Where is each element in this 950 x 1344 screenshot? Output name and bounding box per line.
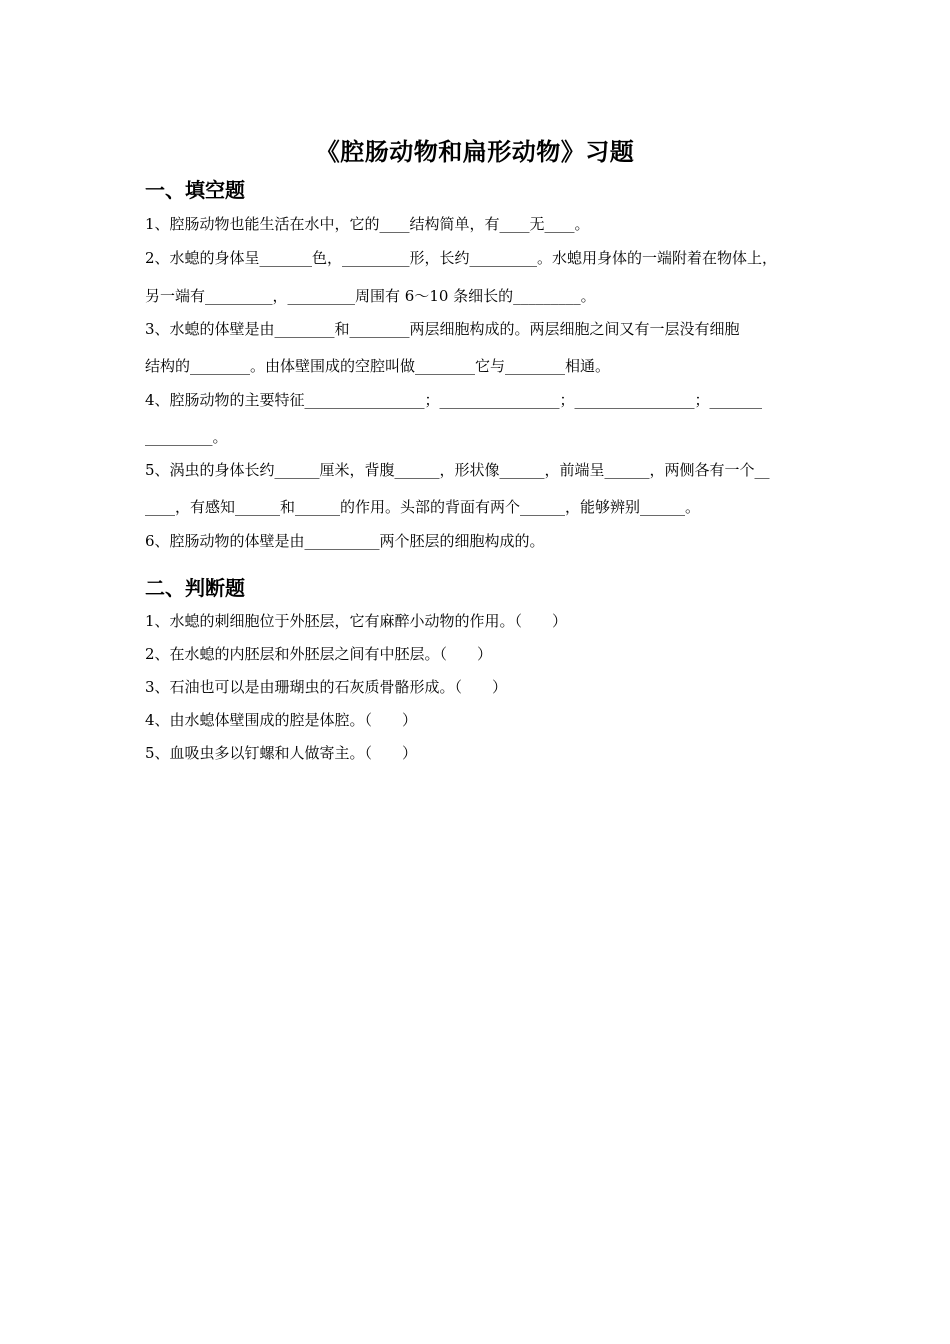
fill-question-2-line-2: 另一端有_________，_________周围有 6～10 条细长的_________。 — [145, 287, 596, 305]
judge-question-4: 4、由水螅体壁围成的腔是体腔。（ ） — [145, 711, 418, 729]
fill-question-2-line-1: 2、水螅的身体呈_______色，_________形，长约_________。水螅用身体的一端附着在物体上， — [145, 249, 778, 267]
judge-question-2: 2、在水螅的内胚层和外胚层之间有中胚层。（ ） — [145, 645, 493, 663]
judge-question-5: 5、血吸虫多以钉螺和人做寄主。（ ） — [145, 744, 418, 762]
section-heading-judge: 二、判断题 — [145, 576, 245, 600]
fill-question-5-line-1: 5、涡虫的身体长约______厘米，背腹______，形状像______，前端呈______，两侧各有一个__ — [145, 461, 770, 479]
fill-question-3-line-1: 3、水螅的体壁是由________和________两层细胞构成的。两层细胞之间又有一层没有细胞 — [145, 320, 740, 338]
fill-question-4-line-1: 4、腔肠动物的主要特征________________；________________；________________；_______ — [145, 391, 763, 409]
judge-question-1: 1、水螅的刺细胞位于外胚层，它有麻醉小动物的作用。（ ） — [145, 612, 568, 630]
document-title: 《腔肠动物和扁形动物》习题 — [315, 137, 635, 166]
fill-question-3-line-2: 结构的________。由体壁围成的空腔叫做________它与________相通。 — [145, 357, 611, 375]
fill-question-4-line-2: _________。 — [145, 428, 228, 446]
fill-question-5-line-2: ____，有感知______和______的作用。头部的背面有两个______，能够辨别______。 — [145, 498, 701, 516]
judge-question-3: 3、石油也可以是由珊瑚虫的石灰质骨骼形成。（ ） — [145, 678, 508, 696]
fill-question-6: 6、腔肠动物的体壁是由__________两个胚层的细胞构成的。 — [145, 532, 545, 550]
section-heading-fill: 一、填空题 — [145, 178, 245, 202]
fill-question-1: 1、腔肠动物也能生活在水中，它的____结构简单，有____无____。 — [145, 215, 590, 233]
